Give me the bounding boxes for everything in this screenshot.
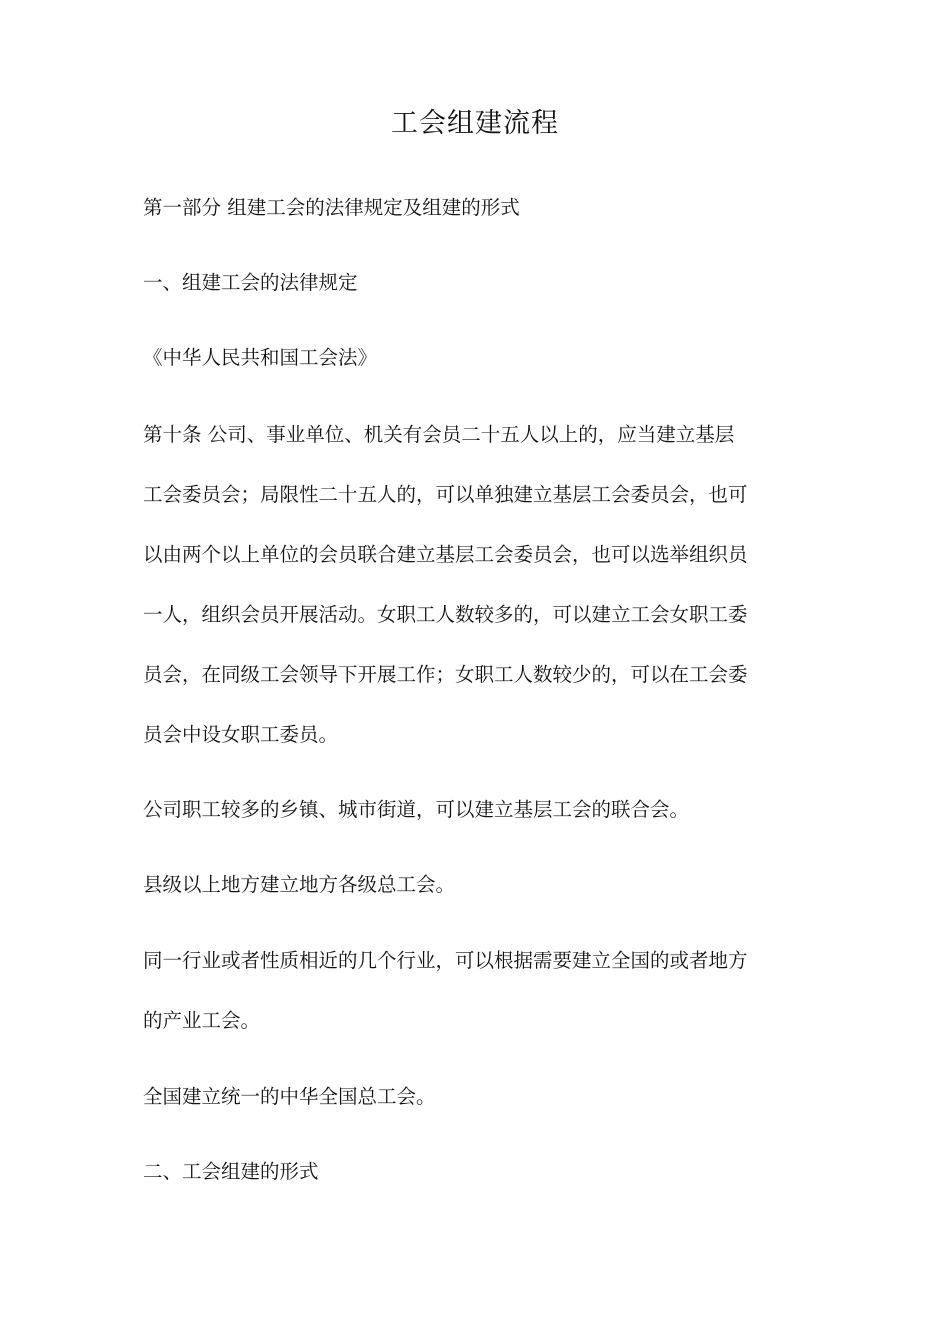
section-1-heading: 一、组建工会的法律规定 (143, 271, 358, 294)
document-title: 工会组建流程 (391, 108, 559, 139)
law-name: 《中华人民共和国工会法》 (143, 346, 378, 369)
national-paragraph: 全国建立统一的中华全国总工会。 (143, 1085, 436, 1108)
township-paragraph: 公司职工较多的乡镇、城市街道，可以建立基层工会的联合会。 (143, 798, 690, 821)
part-heading: 第一部分 组建工会的法律规定及组建的形式 (143, 196, 520, 219)
article-10-line: 以由两个以上单位的会员联合建立基层工会委员会，也可以选举组织员 (143, 543, 748, 566)
article-10-line: 一人，组织会员开展活动。女职工人数较多的，可以建立工会女职工委 (143, 603, 748, 626)
article-10-paragraph (143, 420, 808, 780)
industry-line: 同一行业或者性质相近的几个行业，可以根据需要建立全国的或者地方 (143, 949, 748, 972)
section-2-heading: 二、工会组建的形式 (143, 1160, 319, 1183)
article-10-line: 员会中设女职工委员。 (143, 723, 339, 746)
county-paragraph: 县级以上地方建立地方各级总工会。 (143, 873, 456, 896)
industry-line: 的产业工会。 (143, 1009, 261, 1032)
industry-paragraph (143, 946, 808, 1066)
article-10-line: 工会委员会；局限性二十五人的，可以单独建立基层工会委员会，也可 (143, 483, 748, 506)
article-10-line: 员会，在同级工会领导下开展工作；女职工人数较少的，可以在工会委 (143, 663, 748, 686)
article-10-line: 第十条 公司、事业单位、机关有会员二十五人以上的，应当建立基层 (143, 423, 735, 446)
